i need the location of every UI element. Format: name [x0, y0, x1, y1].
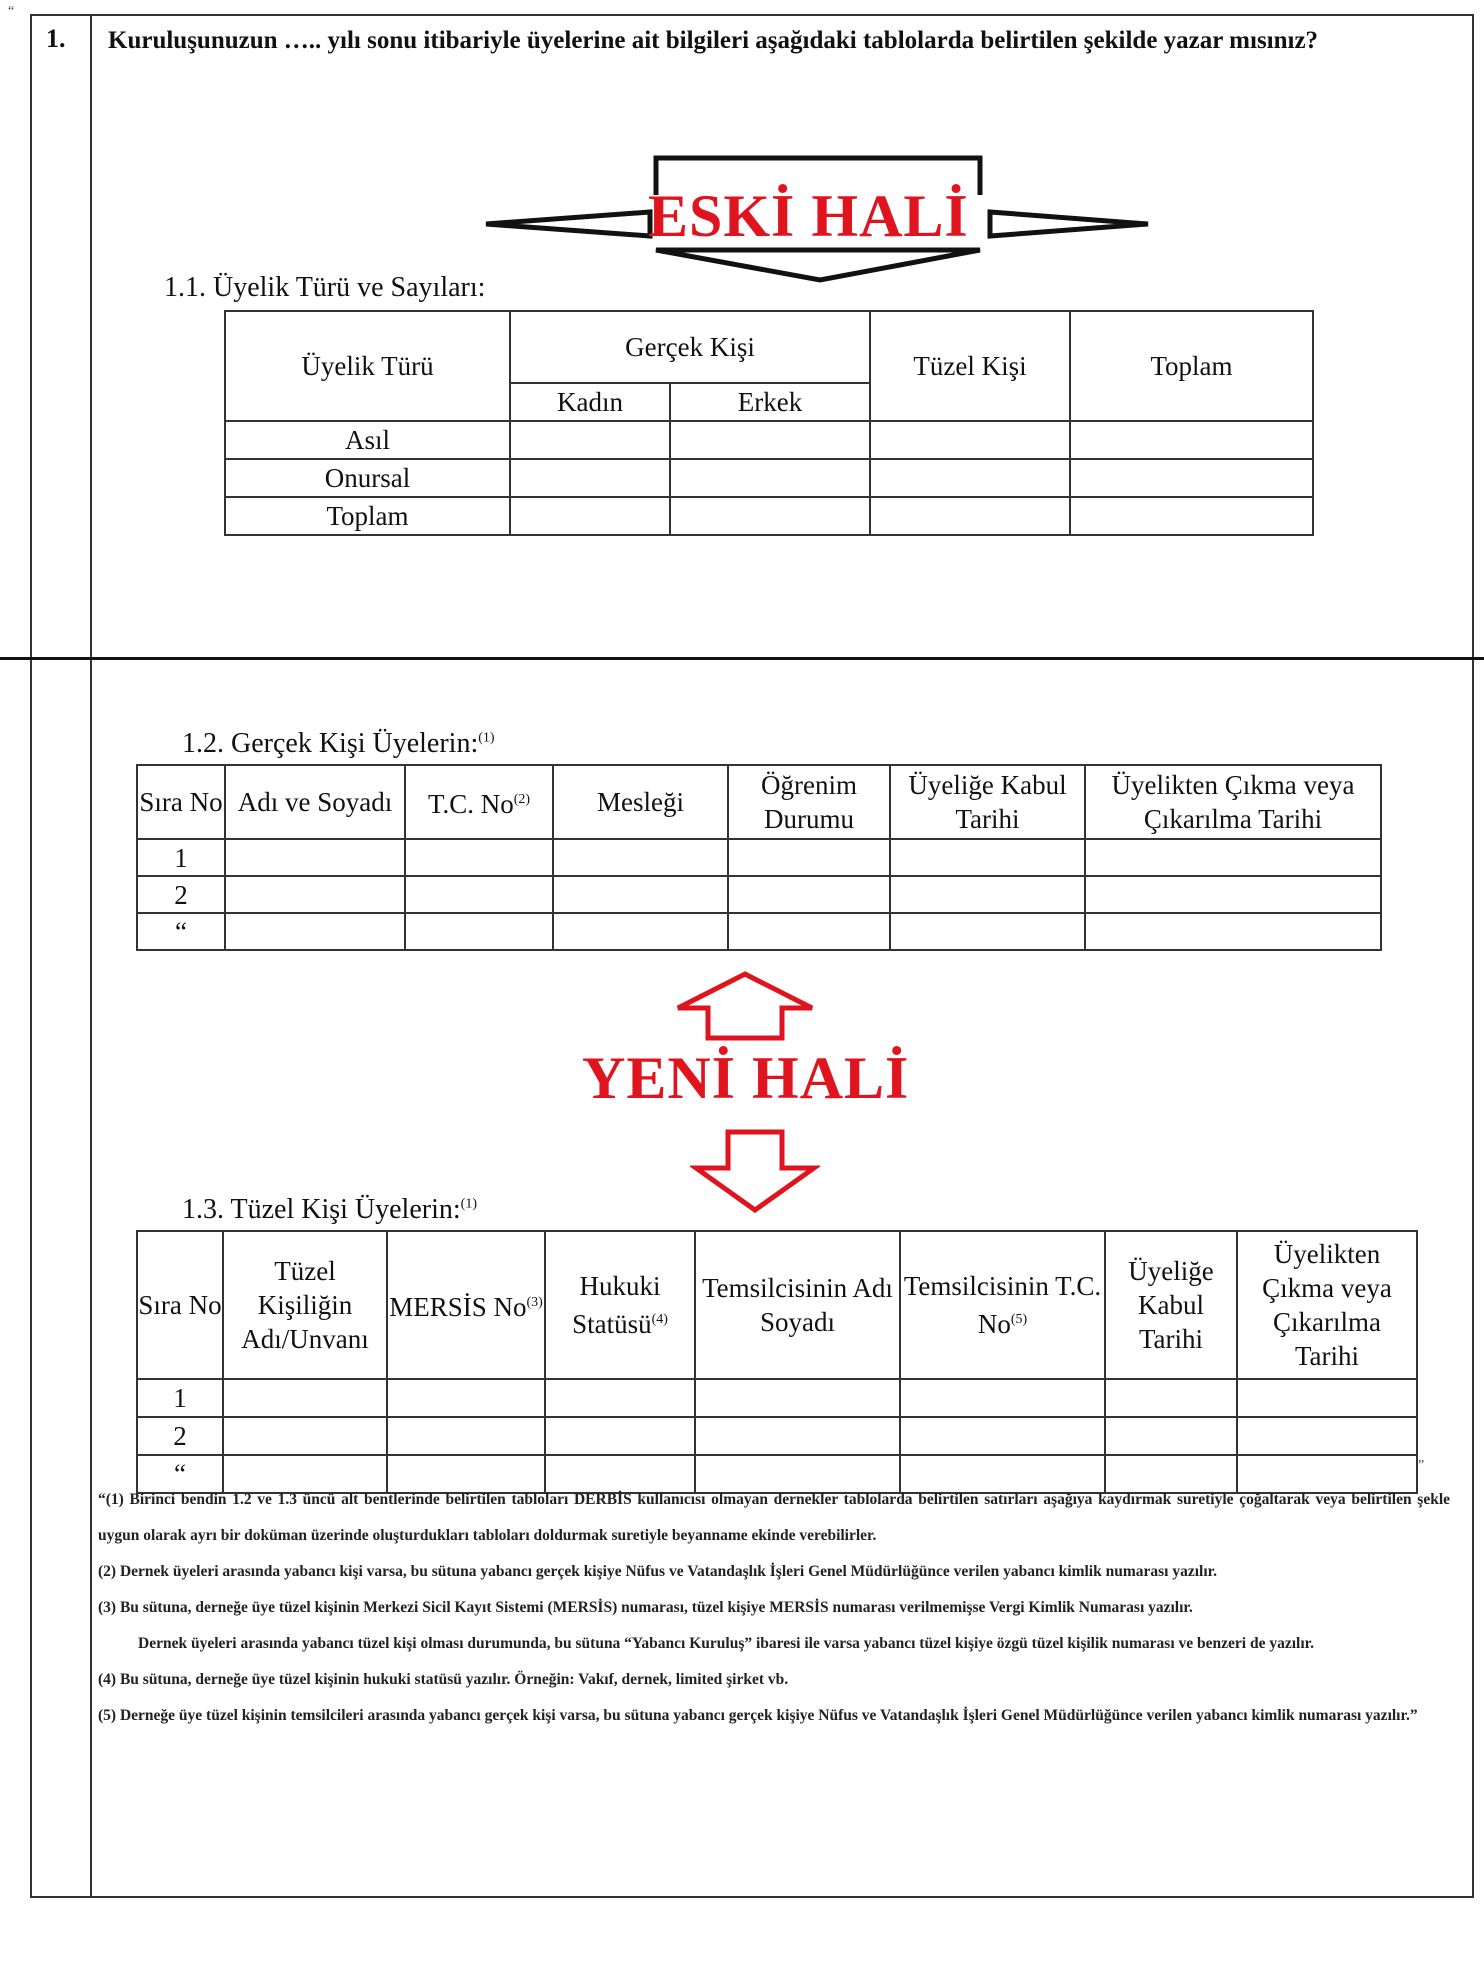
- row-label-honorary: Onursal: [225, 459, 510, 497]
- row-number: 1: [137, 839, 225, 876]
- header-tc-no: T.C. No$^{(2)}$: [405, 765, 553, 839]
- header-acceptance-date: Üyeliğe Kabul Tarihi: [1105, 1231, 1237, 1379]
- header-male: Erkek: [670, 383, 870, 421]
- question-text: Kuruluşunuzun ….. yılı sonu itibariyle üyelerine ait bilgileri aşağıdaki tablolarda belirtilen şekilde yazar mısınız?: [108, 27, 1319, 54]
- table-cell: [1070, 421, 1313, 459]
- row-number: 2: [137, 876, 225, 913]
- table-1-1-title: 1.1. Üyelik Türü ve Sayıları:: [164, 272, 486, 303]
- footnote-2: (2) Dernek üyeleri arasında yabancı kişi varsa, bu sütuna yabancı gerçek kişiye Nüfus ve Vatandaşlık İşleri Genel Müdürlüğünce verilen yabancı kimlik numarası yazılır.: [98, 1563, 1217, 1580]
- row-number: 2: [137, 1417, 223, 1455]
- header-real-person: Gerçek Kişi: [510, 311, 870, 383]
- old-version-label: ESKİ HALİ: [648, 183, 969, 249]
- row-number: “: [137, 1455, 223, 1493]
- table-1-2-title-text: 1.2. Gerçek Kişi Üyelerin:: [182, 728, 479, 759]
- footnotes: [98, 1482, 1450, 1734]
- header-order-no: Sıra No: [137, 765, 225, 839]
- table-cell: [510, 459, 670, 497]
- up-arrow-icon: [670, 970, 820, 1042]
- table-cell: [870, 497, 1070, 535]
- row-label-principal: Asıl: [225, 421, 510, 459]
- table-1-2-title-sup: (1): [478, 730, 495, 746]
- header-exit-date: Üyelikten Çıkma veya Çıkarılma Tarihi: [1237, 1231, 1417, 1379]
- row-number: “: [137, 913, 225, 950]
- table-end-mark: ”: [1418, 1458, 1425, 1473]
- table-cell: [670, 497, 870, 535]
- table-1-3-title: [182, 1194, 477, 1226]
- row-number: 1: [137, 1379, 223, 1417]
- table-cell: [510, 421, 670, 459]
- header-order-no: Sıra No: [137, 1231, 223, 1379]
- header-representative-name: Temsilcisinin Adı Soyadı: [695, 1231, 900, 1379]
- header-legal-status: Hukuki Statüsü$^{(4)}$: [545, 1231, 695, 1379]
- header-membership-type: Üyelik Türü: [225, 311, 510, 421]
- header-mersis-no: MERSİS No$^{(3)}$: [387, 1231, 545, 1379]
- row-label-total: Toplam: [225, 497, 510, 535]
- header-acceptance-date: Üyeliğe Kabul Tarihi: [890, 765, 1085, 839]
- header-female: Kadın: [510, 383, 670, 421]
- section-separator: [0, 657, 1484, 660]
- header-profession: Mesleği: [553, 765, 728, 839]
- table-cell: [870, 459, 1070, 497]
- table-1-3-title-sup: (1): [460, 1196, 477, 1212]
- footnote-3-continued: Dernek üyeleri arasında yabancı tüzel kişi olması durumunda, bu sütuna “Yabancı Kuruluş” ibaresi ile varsa yabancı tüzel kişiye özgü tüzel kişilik numarası ve benzeri de yazılır.: [138, 1635, 1314, 1652]
- top-left-mark: “: [8, 4, 15, 19]
- real-person-members-table: [136, 764, 1382, 951]
- table-cell: [1070, 459, 1313, 497]
- down-arrow-icon: [690, 1128, 820, 1214]
- header-legal-person: Tüzel Kişi: [870, 311, 1070, 421]
- header-total: Toplam: [1070, 311, 1313, 421]
- header-legal-entity-name: Tüzel Kişiliğin Adı/Unvanı: [223, 1231, 387, 1379]
- header-representative-tc-no: Temsilcisinin T.C. No$^{(5)}$: [900, 1231, 1105, 1379]
- table-1-3-title-text: 1.3. Tüzel Kişi Üyelerin:: [182, 1194, 461, 1225]
- legal-person-members-table: [136, 1230, 1418, 1494]
- table-cell: [870, 421, 1070, 459]
- new-version-label: YENİ HALİ: [582, 1045, 910, 1111]
- footnote-4: (4) Bu sütuna, derneğe üye tüzel kişinin hukuki statüsü yazılır. Örneğin: Vakıf, dernek, limited şirket vb.: [98, 1671, 789, 1688]
- footnote-3: (3) Bu sütuna, derneğe üye tüzel kişinin Merkezi Sicil Kayıt Sistemi (MERSİS) numarası, tüzel kişiye MERSİS numarası verilmemişse Vergi Kimlik Numarası yazılır.: [98, 1599, 1193, 1616]
- table-cell: [670, 459, 870, 497]
- question-number: 1.: [46, 24, 66, 53]
- table-cell: [1070, 497, 1313, 535]
- table-cell: [510, 497, 670, 535]
- header-education: Öğrenim Durumu: [728, 765, 890, 839]
- footnote-1: “(1) Birinci bendin 1.2 ve 1.3 üncü alt bentlerinde belirtilen tabloları DERBİS kullanıcısı olmayan dernekler tablolarda belirtilen satırları aşağıya kaydırmak suretiyle çoğaltarak veya belirtilen şekle uygun olarak ayrı bir doküman üzerinde oluşturdukları tabloları doldurmak suretiyle beyanname ekinde verebilirler.: [98, 1491, 1450, 1544]
- header-name-surname: Adı ve Soyadı: [225, 765, 405, 839]
- header-exit-date: Üyelikten Çıkma veya Çıkarılma Tarihi: [1085, 765, 1381, 839]
- footnote-5: (5) Derneğe üye tüzel kişinin temsilcileri arasında yabancı gerçek kişi varsa, bu sütuna yabancı gerçek kişiye Nüfus ve Vatandaşlık İşleri Genel Müdürlüğünce verilen yabancı kimlik numarası yazılır.”: [98, 1707, 1418, 1724]
- table-1-2-title: [182, 728, 495, 760]
- question-column-divider: [90, 14, 92, 1896]
- table-cell: [670, 421, 870, 459]
- membership-type-table: [224, 310, 1314, 536]
